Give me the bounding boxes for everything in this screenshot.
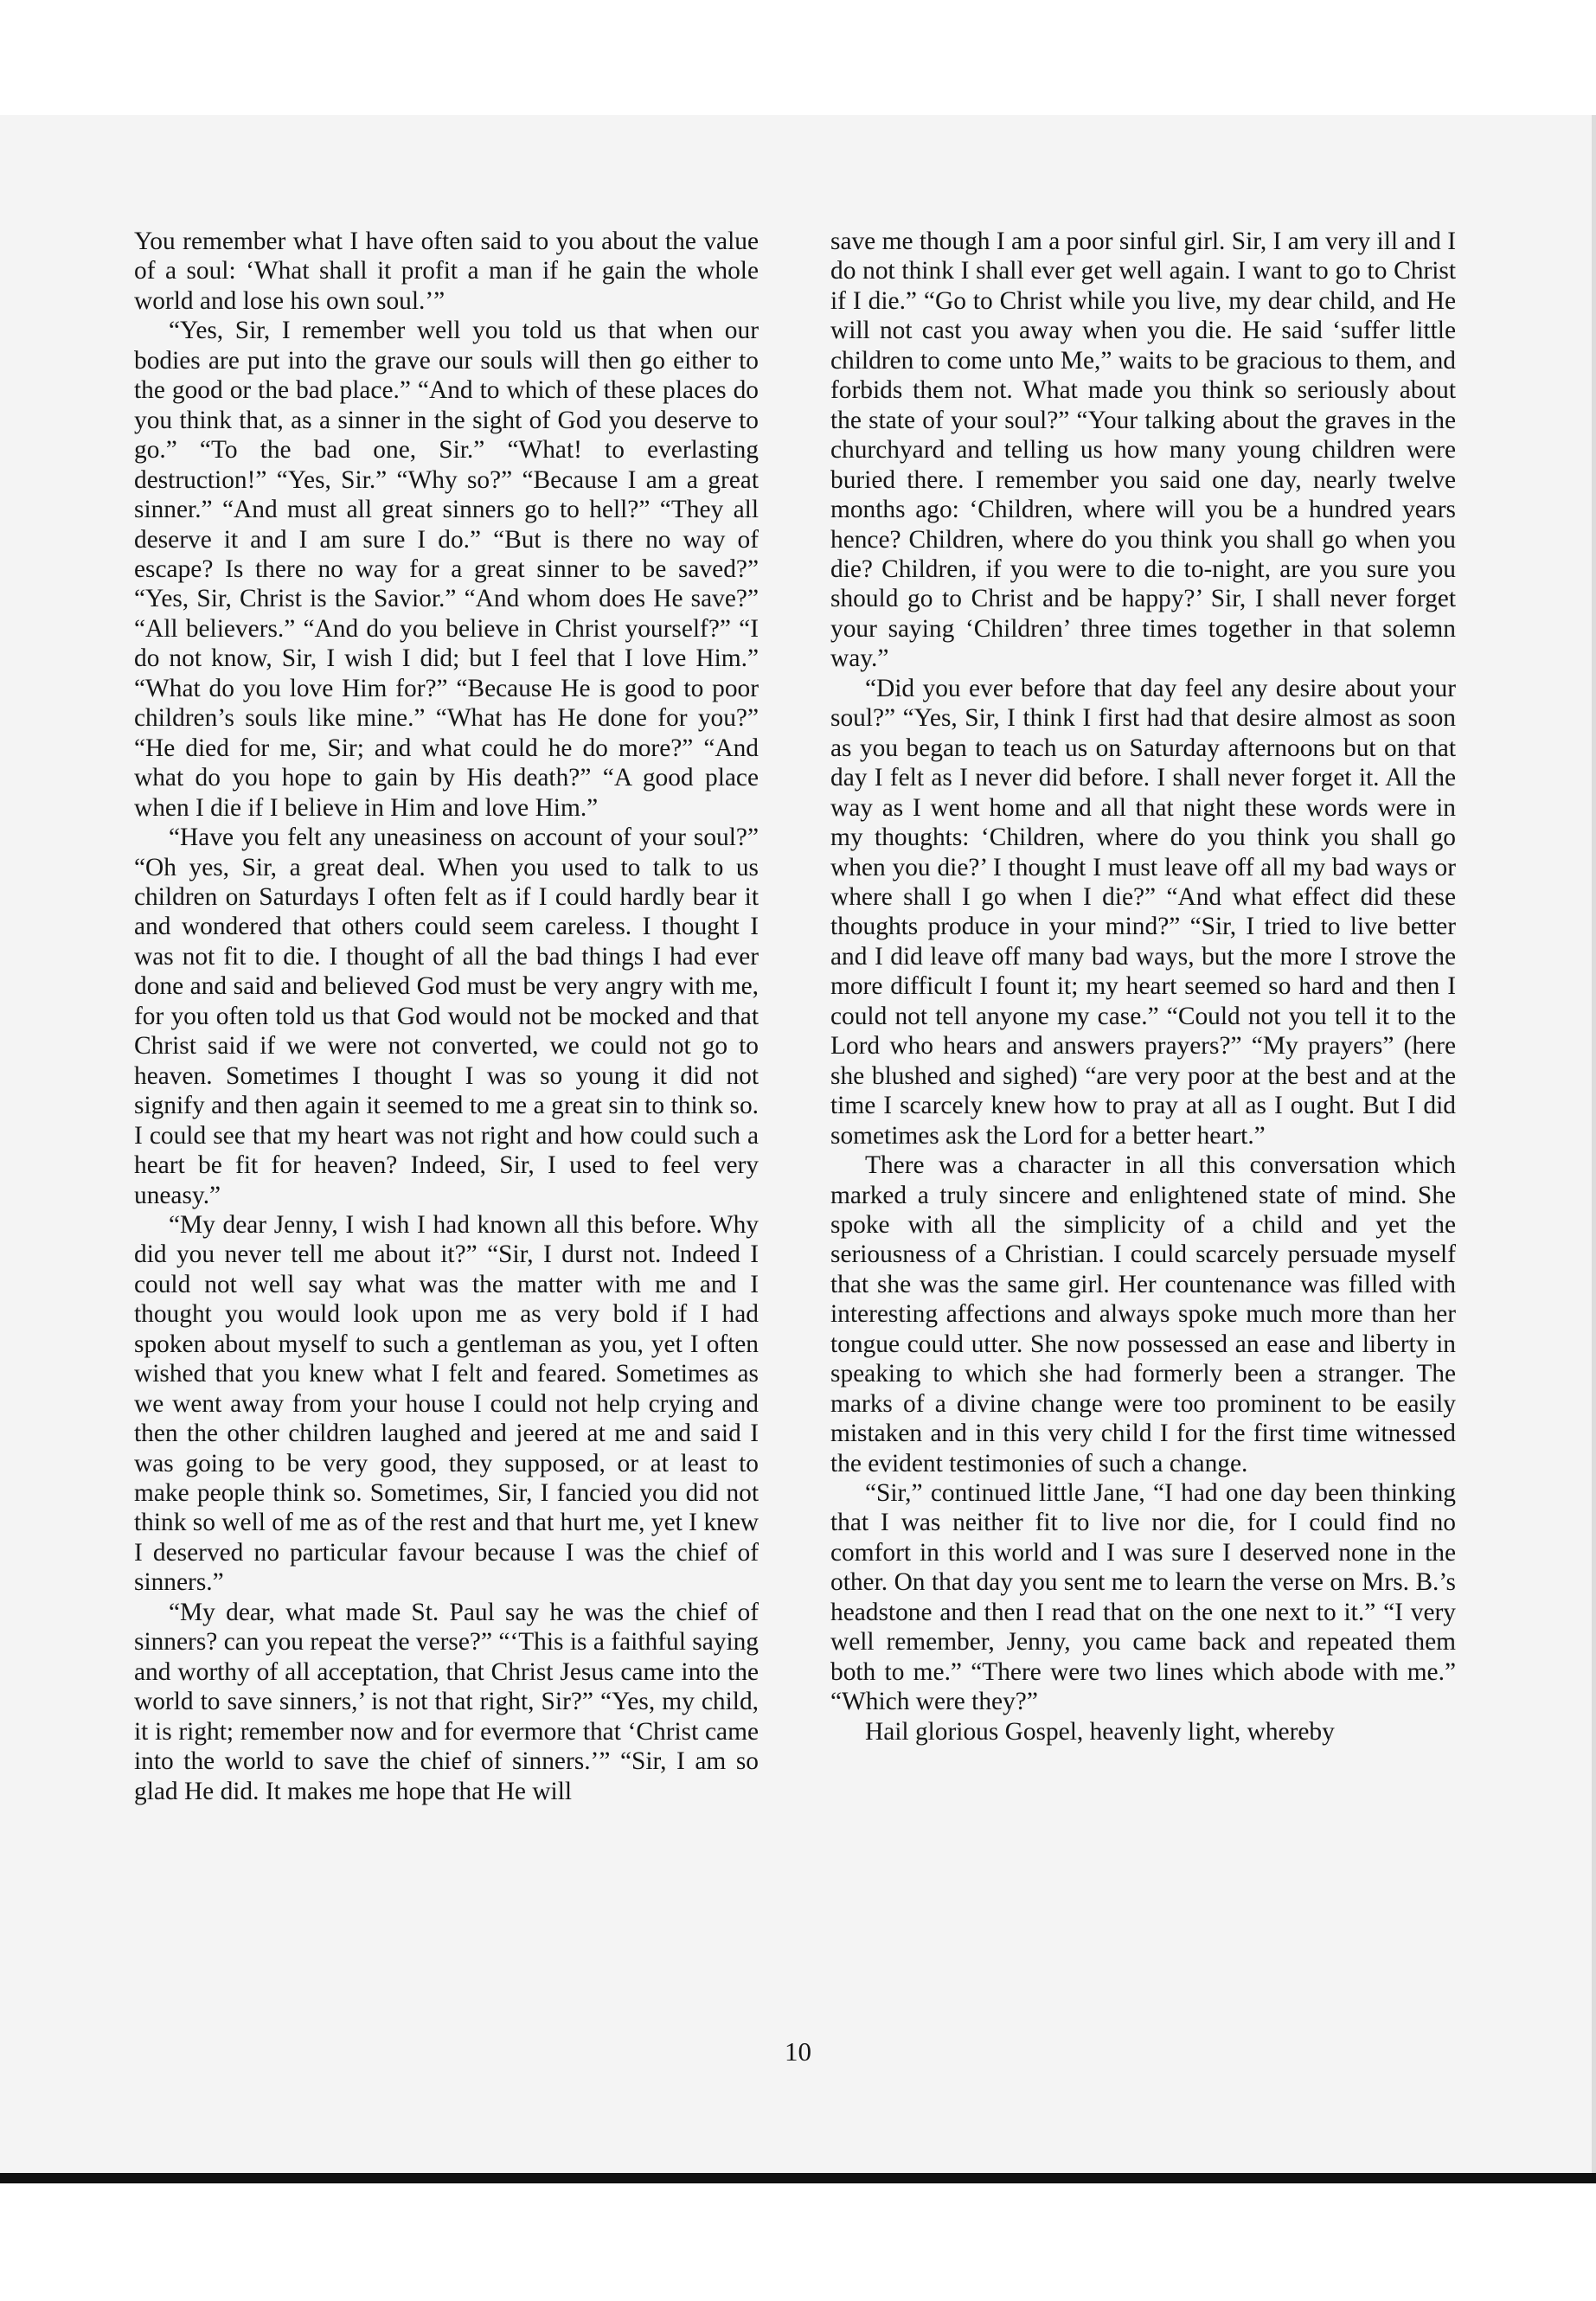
scan-margin-top bbox=[0, 0, 1596, 115]
paragraph: “My dear, what made St. Paul say he was the chief of sinners? can you repeat the verse?” “‘This is a faithful saying and worthy of all acceptation, that Christ Jesus came into the world to save sinners,’ is not that right, Sir?” “Yes, my child, it is right; remember now and for evermore that ‘Christ came into the world to save the chief of sinners.’” “Sir, I am so glad He did. It makes me hope that He will bbox=[134, 1598, 759, 1805]
scan-edge bbox=[1592, 115, 1596, 2174]
paragraph: “Sir,” continued little Jane, “I had one day been thinking that I was neither fit to live nor die, for I could find no comfort in this world and I was sure I deserved none in the other. On that day you sent me to learn the verse on Mrs. B.’s headstone and then I read that on the one next to it.” “I very well remember, Jenny, you came back and repeated them both to me.” “There were two lines which abode with me.” “Which were they?” bbox=[830, 1479, 1456, 1716]
paragraph: “My dear Jenny, I wish I had known all this before. Why did you never tell me about it?” “Sir, I durst not. Indeed I could not well say what was the matter with me and I thought you would look upon me as very bold if I had spoken about myself to such a gentleman as you, yet I often wished that you knew what I felt and feared. Sometimes as we went away from your house I could not help crying and then the other children laughed and jeered at me and said I was going to be very good, they supposed, or at least to make people think so. Sometimes, Sir, I fancied you did not think so well of me as of the rest and that hurt me, yet I knew I deserved no particular favour because I was the chief of sinners.” bbox=[134, 1210, 759, 1597]
paragraph: You remember what I have often said to you about the value of a soul: ‘What shall it profit a man if he gain the whole world and lose his own soul.’” bbox=[134, 228, 759, 315]
paragraph: “Did you ever before that day feel any desire about your soul?” “Yes, Sir, I think I first had that desire almost as soon as you began to teach us on Saturday afternoons but on that day I felt as I never did before. I shall never forget it. All the way as I went home and all that night these words were in my thoughts: ‘Children, where do you think you shall go when you die?’ I thought I must leave off all my bad ways or where shall I go when I die?” “And what effect did these thoughts produce in your mind?” “Sir, I tried to live better and I did leave off many bad ways, but the more I strove the more difficult I fount it; my heart seemed so hard and then I could not tell anyone my case.” “Could not you tell it to the Lord who hears and answers prayers?” “My prayers” (here she blushed and sighed) “are very poor at the best and at the time I scarcely knew how to pray at all as I ought. But I did sometimes ask the Lord for a better heart.” bbox=[830, 674, 1456, 1150]
poem-line: Hail glorious Gospel, heavenly light, whereby bbox=[865, 1717, 1335, 1746]
paragraph: save me though I am a poor sinful girl. Sir, I am very ill and I do not think I shall ever get well again. I want to go to Christ if I die.” “Go to Christ while you live, my dear child, and He will not cast you away when you die. He said ‘suffer little children to come unto Me,” waits to be gracious to them, and forbids them not. What made you think so seriously about the state of your soul?” “Your talking about the graves in the churchyard and telling us how many young children were buried there. I remember you said one day, nearly twelve months ago: ‘Children, where will you be a hundred years hence? Children, where do you think you shall go when you die? Children, if you were to die to-night, are you sure you should go to Christ and be happy?’ Sir, I shall never forget your saying ‘Children’ three times together in that solemn way.” bbox=[830, 228, 1456, 673]
scan-bottom-edge bbox=[0, 2173, 1596, 2183]
page-number: 10 bbox=[785, 2036, 811, 2067]
paragraph: “Yes, Sir, I remember well you told us that when our bodies are put into the grave our souls will then go either to the good or the bad place.” “And to which of these places do you think that, as a sinner in the sight of God you deserve to go.” “To the bad one, Sir.” “What! to everlasting destruction!” “Yes, Sir.” “Why so?” “Because I am a great sinner.” “And must all great sinners go to hell?” “They all deserve it and I am sure I do.” “But is there no way of escape? Is there no way for a great sinner to be saved?” “Yes, Sir, Christ is the Savior.” “And whom does He save?” “All believers.” “And do you believe in Christ yourself?” “I do not know, Sir, I wish I did; but I feel that I love Him.” “What do you love Him for?” “Because He is good to poor children’s souls like mine.” “What has He done for you?” “He died for me, Sir; and what could he do more?” “And what do you hope to gain by His death?” “A good place when I die if I believe in Him and love Him.” bbox=[134, 317, 759, 822]
paragraph: There was a character in all this conversation which marked a truly sincere and enlightened state of mind. She spoke with all the simplicity of a child and yet the seriousness of a Christian. I could scarcely persuade myself that she was the same girl. Her countenance was filled with interesting affections and always spoke much more than her tongue could utter. She now possessed an ease and liberty in speaking to which she had formerly been a stranger. The marks of a divine change were too prominent to be easily mistaken and in this very child I for the first time witnessed the evident testimonies of such a change. bbox=[830, 1151, 1456, 1477]
right-column bbox=[830, 227, 1456, 2009]
paragraph: “Have you felt any uneasiness on account of your soul?” “Oh yes, Sir, a great deal. When you used to talk to us children on Saturdays I often felt as if I could hardly bear it and wondered that others could seem careless. I thought I was not fit to die. I thought of all the bad things I had ever done and said and believed God must be very angry with me, for you often told us that God would not be mocked and that Christ said if we were not converted, we could not go to heaven. Sometimes I thought I was so young it did not signify and then again it seemed to me a great sin to think so. I could see that my heart was not right and how could such a heart be fit for heaven? Indeed, Sir, I used to feel very uneasy.” bbox=[134, 824, 759, 1209]
left-column bbox=[134, 227, 759, 2009]
